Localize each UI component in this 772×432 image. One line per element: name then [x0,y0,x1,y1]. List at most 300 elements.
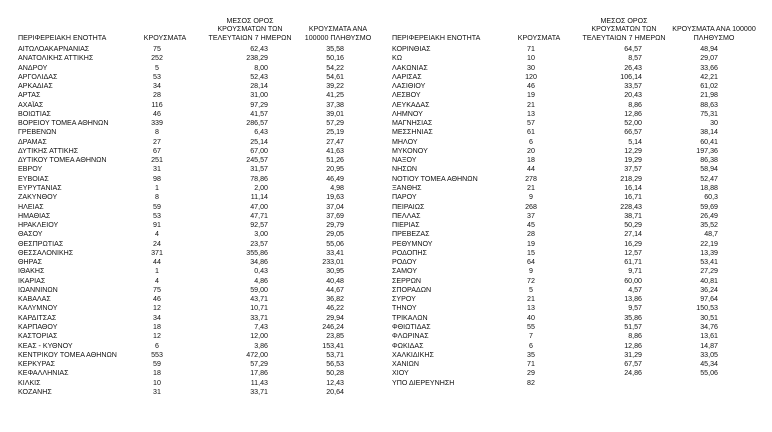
cell-cases: 75 [153,285,161,294]
cell-avg7: 47,00 [250,202,268,211]
cell-per100k: 50,28 [326,369,344,378]
cell-region: ΣΕΡΡΩΝ [392,276,422,285]
cell-per100k: 12,43 [326,378,344,387]
cell-cases: 339 [151,119,163,128]
cell-region: ΑΙΤΩΛΟΑΚΑΡΝΑΝΙΑΣ [18,45,90,53]
cell-region: ΚΕΦΑΛΛΗΝΙΑΣ [18,369,69,378]
cell-region: ΚΑΒΑΛΑΣ [18,295,51,304]
cell-region: ΡΟΔΟΠΗΣ [392,248,427,257]
cell-region: ΕΥΡΥΤΑΝΙΑΣ [18,183,62,192]
cell-region: ΑΡΚΑΔΙΑΣ [18,82,53,91]
cell-cases: 30 [527,63,535,72]
cell-cases: 31 [153,165,161,174]
cell-region: ΗΛΕΙΑΣ [18,202,44,211]
cell-region: ΧΙΟΥ [392,369,409,378]
cell-cases: 9 [529,267,533,276]
cell-avg7: 8,57 [628,54,642,63]
cell-per100k: 30,95 [326,267,344,276]
cell-avg7: 238,29 [246,54,268,63]
cell-per100k: 21,98 [700,91,718,100]
cell-per100k: 48,7 [704,230,718,239]
cell-cases: 72 [527,276,535,285]
header-per100k: ΚΡΟΥΣΜΑΤΑ ΑΝΑ 100000 ΠΛΗΘΥΣΜΟ [672,25,756,42]
cell-region: ΠΕΛΛΑΣ [392,211,421,220]
cell-per100k: 58,94 [700,165,718,174]
cell-cases: 13 [527,109,535,118]
cell-region: ΚΑΣΤΟΡΙΑΣ [18,332,58,341]
cell-cases: 18 [153,322,161,331]
cell-cases: 278 [525,174,537,183]
cell-avg7: 472,00 [246,350,268,359]
cell-avg7: 78,86 [250,174,268,183]
cell-region: ΚΩ [392,54,403,63]
cell-cases: 75 [153,45,161,53]
cell-per100k: 26,49 [700,211,718,220]
cell-per100k: 40,81 [700,276,718,285]
cell-region: ΕΥΒΟΙΑΣ [18,174,49,183]
cell-avg7: 16,29 [624,239,642,248]
cell-cases: 57 [527,119,535,128]
cell-avg7: 6,43 [254,128,268,137]
cell-cases: 45 [527,221,535,230]
cell-cases: 27 [153,137,161,146]
cell-avg7: 67,57 [624,360,642,369]
cell-cases: 37 [527,211,535,220]
cell-cases: 71 [527,45,535,53]
cell-cases: 116 [151,100,163,109]
cell-avg7: 11,14 [250,193,268,202]
cell-per100k: 14,87 [700,341,718,350]
cell-per100k: 51,26 [326,156,344,165]
cell-avg7: 31,00 [250,91,268,100]
cell-cases: 252 [151,54,163,63]
cell-per100k: 13,39 [700,248,718,257]
cell-region: ΠΙΕΡΙΑΣ [392,221,420,230]
cell-avg7: 52,43 [250,72,268,81]
cell-avg7: 25,14 [250,137,268,146]
cell-cases: 4 [155,230,159,239]
cell-region: ΑΝΑΤΟΛΙΚΗΣ ΑΤΤΙΚΗΣ [18,54,94,63]
cell-cases: 31 [153,387,161,396]
cell-per100k: 233,01 [322,258,344,267]
cell-cases: 21 [527,100,535,109]
cell-region: ΙΘΑΚΗΣ [18,267,45,276]
cell-cases: 91 [153,221,161,230]
cell-per100k: 29,79 [326,221,344,230]
cell-per100k: 33,41 [326,248,344,257]
cell-cases: 1 [155,267,159,276]
cell-per100k: 37,38 [326,100,344,109]
cell-per100k: 38,14 [700,128,718,137]
cell-per100k: 45,34 [700,360,718,369]
cell-cases: 20 [527,146,535,155]
cell-per100k: 19,63 [326,193,344,202]
cell-region: ΖΑΚΥΝΘΟΥ [18,193,58,202]
cell-avg7: 0,43 [254,267,268,276]
cell-avg7: 9,71 [628,267,642,276]
cell-region: ΒΟΙΩΤΙΑΣ [18,109,51,118]
cell-region: ΚΑΡΔΙΤΣΑΣ [18,313,57,322]
cell-cases: 371 [151,248,163,257]
cell-per100k: 59,69 [700,202,718,211]
cell-region: ΗΡΑΚΛΕΙΟΥ [18,221,59,230]
cell-avg7: 60,00 [624,276,642,285]
cell-cases: 120 [525,72,537,81]
cell-per100k: 39,01 [326,109,344,118]
cell-per100k: 18,88 [700,183,718,192]
cell-region: ΚΟΡΙΝΘΙΑΣ [392,45,431,53]
cell-region: ΑΡΤΑΣ [18,91,41,100]
cell-region: ΔΥΤΙΚΟΥ ΤΟΜΕΑ ΑΘΗΝΩΝ [18,156,107,165]
cell-per100k: 55,06 [326,239,344,248]
cell-region: ΚΟΖΑΝΗΣ [18,387,52,396]
cell-per100k: 54,22 [326,63,344,72]
cell-avg7: 8,86 [628,100,642,109]
cell-region: ΔΥΤΙΚΗΣ ΑΤΤΙΚΗΣ [18,146,79,155]
cell-per100k: 61,02 [700,82,718,91]
cell-cases: 28 [153,91,161,100]
cell-region: ΛΕΣΒΟΥ [392,91,421,100]
cell-per100k: 52,47 [700,174,718,183]
cell-avg7: 31,29 [624,350,642,359]
cell-avg7: 228,43 [620,202,642,211]
cell-region: ΘΑΣΟΥ [18,230,43,239]
cell-cases: 46 [527,82,535,91]
cell-per100k: 4,98 [330,183,344,192]
cell-per100k: 27,29 [700,267,718,276]
cell-avg7: 12,57 [624,248,642,257]
cell-avg7: 33,71 [250,387,268,396]
cell-cases: 19 [527,239,535,248]
cell-avg7: 97,29 [250,100,268,109]
cell-region: ΡΟΔΟΥ [392,258,417,267]
cell-region: ΦΛΩΡΙΝΑΣ [392,332,429,341]
cell-cases: 24 [153,239,161,248]
cell-cases: 7 [529,332,533,341]
cell-region: ΛΑΣΙΘΙΟΥ [392,82,426,91]
cell-cases: 82 [527,378,535,387]
cell-avg7: 62,43 [250,45,268,53]
cell-per100k: 30 [710,119,718,128]
cell-region: ΦΘΙΩΤΙΔΑΣ [392,322,431,331]
cell-region: ΡΕΘΥΜΝΟΥ [392,239,433,248]
cell-region: ΥΠΟ ΔΙΕΡΕΥΝΗΣΗ [392,378,455,387]
cell-avg7: 12,86 [624,109,642,118]
cell-cases: 55 [527,322,535,331]
cell-avg7: 19,29 [624,156,642,165]
header-cases: ΚΡΟΥΣΜΑΤΑ [517,33,561,42]
cell-avg7: 3,86 [254,341,268,350]
cell-cases: 553 [151,350,163,359]
cell-per100k: 60,3 [704,193,718,202]
cell-avg7: 92,57 [250,221,268,230]
cell-per100k: 48,94 [700,45,718,53]
cell-cases: 46 [153,295,161,304]
cell-per100k: 36,24 [700,285,718,294]
cell-region: ΚΙΛΚΙΣ [18,378,41,387]
cell-per100k: 57,29 [326,119,344,128]
cell-region: ΘΗΡΑΣ [18,258,42,267]
cell-cases: 98 [153,174,161,183]
cell-cases: 8 [155,128,159,137]
cell-cases: 35 [527,350,535,359]
cell-cases: 13 [527,304,535,313]
cell-region: ΑΝΔΡΟΥ [18,63,48,72]
cell-region: ΧΑΛΚΙΔΙΚΗΣ [392,350,434,359]
cell-cases: 1 [155,183,159,192]
cell-avg7: 37,57 [624,165,642,174]
cell-avg7: 355,86 [246,248,268,257]
cell-cases: 71 [527,360,535,369]
cell-per100k: 97,64 [700,295,718,304]
cell-avg7: 12,86 [624,341,642,350]
cell-region: ΕΒΡΟΥ [18,165,43,174]
cell-avg7: 64,57 [624,45,642,53]
cell-avg7: 11,43 [250,378,268,387]
cell-per100k: 53,71 [326,350,344,359]
cell-cases: 21 [527,183,535,192]
cell-avg7: 61,71 [624,258,642,267]
cell-per100k: 55,06 [700,369,718,378]
header-avg7: ΜΕΣΟΣ ΟΡΟΣ ΚΡΟΥΣΜΑΤΩΝ ΤΩΝ ΤΕΛΕΥΤΑΙΩΝ 7 ΗΜΕΡΩΝ [208,17,292,42]
cell-avg7: 106,14 [620,72,642,81]
cell-region: ΠΡΕΒΕΖΑΣ [392,230,430,239]
cell-cases: 61 [527,128,535,137]
cell-cases: 5 [155,63,159,72]
cell-per100k: 46,22 [326,304,344,313]
cell-avg7: 67,00 [250,146,268,155]
cell-region: ΤΗΝΟΥ [392,304,417,313]
cell-per100k: 41,63 [326,146,344,155]
cell-avg7: 8,86 [628,332,642,341]
cell-per100k: 53,41 [700,258,718,267]
cell-region: ΘΕΣΠΡΩΤΙΑΣ [18,239,64,248]
cell-cases: 18 [153,369,161,378]
cell-region: ΙΚΑΡΙΑΣ [18,276,46,285]
cell-region: ΠΕΙΡΑΙΩΣ [392,202,425,211]
cell-region: ΛΗΜΝΟΥ [392,109,423,118]
cell-avg7: 47,71 [250,211,268,220]
cell-per100k: 33,05 [700,350,718,359]
cell-per100k: 30,51 [700,313,718,322]
cell-region: ΤΡΙΚΑΛΩΝ [392,313,428,322]
cell-per100k: 36,82 [326,295,344,304]
cell-region: ΚΕΑΣ - ΚΥΘΝΟΥ [18,341,73,350]
cell-per100k: 39,22 [326,82,344,91]
cell-cases: 10 [153,378,161,387]
cell-avg7: 16,71 [624,193,642,202]
cell-cases: 4 [155,276,159,285]
cell-cases: 44 [153,258,161,267]
cell-region: ΣΠΟΡΑΔΩΝ [392,285,432,294]
cell-avg7: 12,00 [250,332,268,341]
cell-per100k: 46,49 [326,174,344,183]
cell-per100k: 75,31 [700,109,718,118]
cell-region: ΧΑΝΙΩΝ [392,360,419,369]
cell-avg7: 66,57 [624,128,642,137]
cell-per100k: 33,66 [700,63,718,72]
cell-avg7: 50,29 [624,221,642,230]
cell-avg7: 28,14 [250,82,268,91]
cell-region: ΑΧΑΪΑΣ [18,100,44,109]
cell-per100k: 197,36 [696,146,718,155]
cell-avg7: 3,00 [254,230,268,239]
cell-avg7: 12,29 [624,146,642,155]
cell-per100k: 150,53 [696,304,718,313]
cell-region: ΜΥΚΟΝΟΥ [392,146,428,155]
cell-avg7: 286,57 [246,119,268,128]
cell-per100k: 42,21 [700,72,718,81]
cell-region: ΒΟΡΕΙΟΥ ΤΟΜΕΑ ΑΘΗΝΩΝ [18,119,109,128]
cell-per100k: 35,52 [700,221,718,230]
cell-per100k: 153,41 [322,341,344,350]
cell-per100k: 56,53 [326,360,344,369]
cell-cases: 18 [527,156,535,165]
header-cases: ΚΡΟΥΣΜΑΤΑ [143,33,187,42]
cell-avg7: 27,14 [624,230,642,239]
cell-per100k: 25,19 [326,128,344,137]
cell-per100k: 29,07 [700,54,718,63]
cell-cases: 67 [153,146,161,155]
cell-region: ΔΡΑΜΑΣ [18,137,47,146]
cell-region: ΝΗΣΩΝ [392,165,418,174]
cell-region: ΗΜΑΘΙΑΣ [18,211,51,220]
cell-per100k: 54,61 [326,72,344,81]
cell-region: ΚΕΝΤΡΙΚΟΥ ΤΟΜΕΑ ΑΘΗΝΩΝ [18,350,117,359]
cell-avg7: 41,57 [250,109,268,118]
cell-region: ΝΟΤΙΟΥ ΤΟΜΕΑ ΑΘΗΝΩΝ [392,174,478,183]
cell-cases: 44 [527,165,535,174]
cell-avg7: 23,57 [250,239,268,248]
cell-cases: 64 [527,258,535,267]
cell-per100k: 37,04 [326,202,344,211]
cell-cases: 34 [153,82,161,91]
cell-avg7: 5,14 [628,137,642,146]
cell-avg7: 245,57 [246,156,268,165]
cell-cases: 6 [529,137,533,146]
cell-avg7: 35,86 [624,313,642,322]
cell-cases: 59 [153,360,161,369]
cell-avg7: 34,86 [250,258,268,267]
cell-per100k: 34,76 [700,322,718,331]
cell-per100k: 37,69 [326,211,344,220]
cell-avg7: 10,71 [250,304,268,313]
cell-cases: 12 [153,304,161,313]
cell-cases: 8 [155,193,159,202]
cell-region: ΛΑΚΩΝΙΑΣ [392,63,428,72]
cell-cases: 6 [155,341,159,350]
cell-region: ΞΑΝΘΗΣ [392,183,422,192]
cell-region: ΝΑΞΟΥ [392,156,417,165]
cell-avg7: 52,00 [624,119,642,128]
cell-per100k: 35,58 [326,45,344,53]
cell-avg7: 2,00 [254,183,268,192]
cell-per100k: 29,94 [326,313,344,322]
cell-per100k: 20,95 [326,165,344,174]
cell-avg7: 38,71 [624,211,642,220]
cell-avg7: 4,57 [628,285,642,294]
header-per100k: ΚΡΟΥΣΜΑΤΑ ΑΝΑ 100000 ΠΛΗΘΥΣΜΟ [304,25,372,42]
cell-per100k: 41,25 [326,91,344,100]
cell-avg7: 20,43 [624,91,642,100]
cell-avg7: 33,71 [250,313,268,322]
cell-region: ΓΡΕΒΕΝΩΝ [18,128,57,137]
cell-avg7: 26,43 [624,63,642,72]
cell-per100k: 22,19 [700,239,718,248]
cell-cases: 40 [527,313,535,322]
cell-avg7: 9,57 [628,304,642,313]
cell-region: ΚΑΛΥΜΝΟΥ [18,304,58,313]
cell-avg7: 59,00 [250,285,268,294]
cell-region: ΜΗΛΟΥ [392,137,418,146]
cell-cases: 19 [527,91,535,100]
cell-cases: 6 [529,341,533,350]
cell-avg7: 16,14 [624,183,642,192]
cell-per100k: 86,38 [700,156,718,165]
cell-region: ΣΑΜΟΥ [392,267,418,276]
cell-region: ΦΩΚΙΔΑΣ [392,341,424,350]
cell-cases: 59 [153,202,161,211]
cell-region: ΙΩΑΝΝΙΝΩΝ [18,285,58,294]
cell-per100k: 60,41 [700,137,718,146]
cell-region: ΚΕΡΚΥΡΑΣ [18,360,55,369]
header-region: ΠΕΡΙΦΕΡΕΙΑΚΗ ΕΝΟΤΗΤΑ [392,33,481,42]
cell-per100k: 20,64 [326,387,344,396]
cell-region: ΑΡΓΟΛΙΔΑΣ [18,72,58,81]
cell-cases: 53 [153,72,161,81]
cell-per100k: 40,48 [326,276,344,285]
cell-avg7: 43,71 [250,295,268,304]
cell-cases: 5 [529,285,533,294]
cell-avg7: 13,86 [624,295,642,304]
cell-avg7: 51,57 [624,322,642,331]
cell-region: ΜΑΓΝΗΣΙΑΣ [392,119,433,128]
cell-avg7: 8,00 [254,63,268,72]
cell-avg7: 24,86 [624,369,642,378]
cell-cases: 29 [527,369,535,378]
cell-avg7: 218,29 [620,174,642,183]
cell-per100k: 13,61 [700,332,718,341]
cell-avg7: 31,57 [250,165,268,174]
cell-per100k: 246,24 [322,322,344,331]
cell-per100k: 27,47 [326,137,344,146]
cell-cases: 9 [529,193,533,202]
cell-cases: 34 [153,313,161,322]
header-region: ΠΕΡΙΦΕΡΕΙΑΚΗ ΕΝΟΤΗΤΑ [18,33,107,42]
cell-cases: 53 [153,211,161,220]
cell-per100k: 29,05 [326,230,344,239]
cell-avg7: 7,43 [254,322,268,331]
cell-cases: 46 [153,109,161,118]
cell-region: ΜΕΣΣΗΝΙΑΣ [392,128,433,137]
cell-per100k: 44,67 [326,285,344,294]
cell-avg7: 17,86 [250,369,268,378]
cell-cases: 12 [153,332,161,341]
cell-per100k: 23,85 [326,332,344,341]
cell-cases: 10 [527,54,535,63]
cell-per100k: 88,63 [700,100,718,109]
cell-per100k: 50,16 [326,54,344,63]
cell-region: ΣΥΡΟΥ [392,295,416,304]
cell-cases: 268 [525,202,537,211]
cell-cases: 21 [527,295,535,304]
cell-region: ΚΑΡΠΑΘΟΥ [18,322,58,331]
cell-avg7: 57,29 [250,360,268,369]
cell-region: ΛΕΥΚΑΔΑΣ [392,100,430,109]
cell-region: ΘΕΣΣΑΛΟΝΙΚΗΣ [18,248,74,257]
cell-avg7: 33,57 [624,82,642,91]
cell-cases: 28 [527,230,535,239]
